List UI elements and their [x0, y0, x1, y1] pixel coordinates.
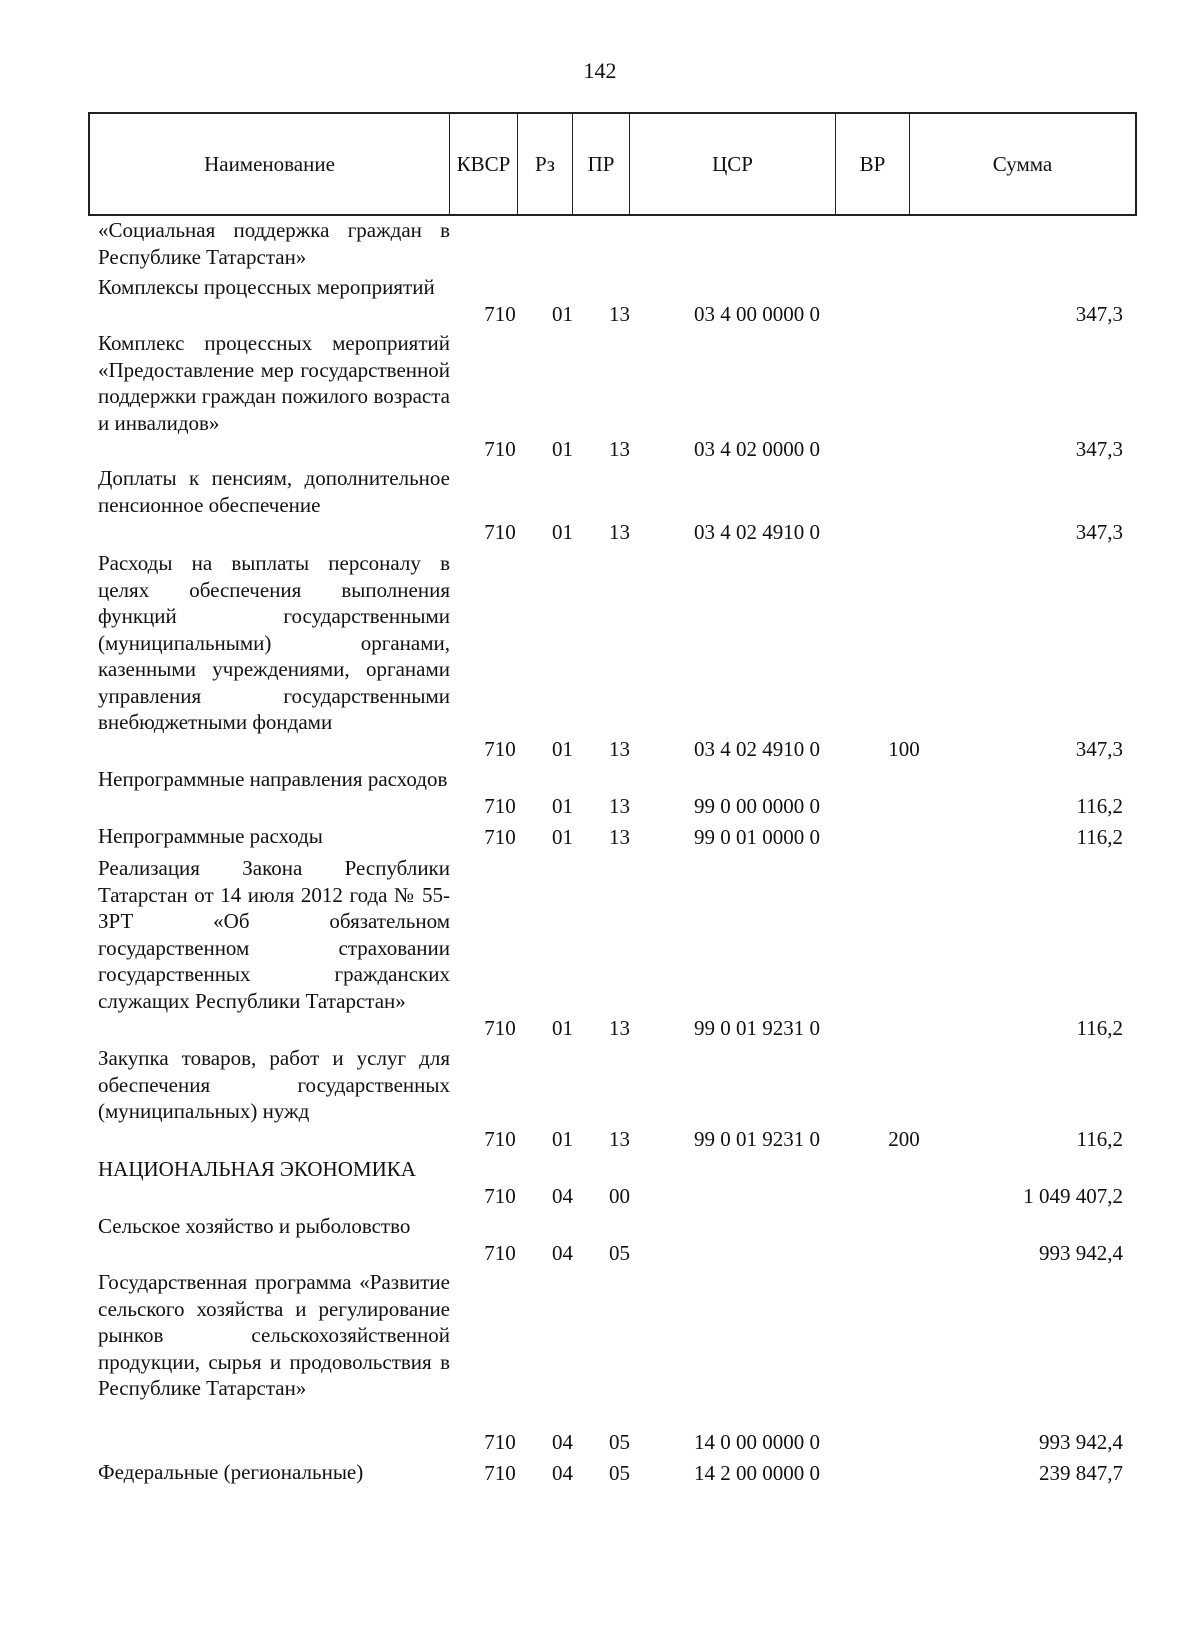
- column-header-pr: ПР: [573, 114, 630, 214]
- row-rz: 04: [552, 1429, 573, 1454]
- row-csr: 14 0 00 0000 0: [694, 1429, 820, 1454]
- table-row: [0, 217, 1200, 270]
- row-name: Закупка товаров, работ и услуг для обеспечения государственных (муниципальных) нужд: [98, 1046, 450, 1123]
- row-csr: 14 2 00 0000 0: [694, 1460, 820, 1485]
- row-name: Непрограммные расходы: [98, 824, 323, 848]
- row-rz: 04: [552, 1460, 573, 1485]
- row-sum: 239 847,7: [1039, 1460, 1123, 1485]
- column-header-rz: Рз: [518, 114, 573, 214]
- row-csr: 03 4 00 0000 0: [694, 301, 820, 326]
- row-sum: 993 942,4: [1039, 1429, 1123, 1454]
- row-rz: 01: [552, 1126, 573, 1151]
- row-csr: 03 4 02 4910 0: [694, 519, 820, 544]
- row-kvsr: 710: [484, 1460, 516, 1485]
- page-number: 142: [583, 58, 617, 83]
- table-row: [0, 274, 1200, 327]
- table-row: [0, 823, 1200, 850]
- row-sum: 993 942,4: [1039, 1240, 1123, 1265]
- row-sum: 116,2: [1076, 824, 1123, 849]
- row-kvsr: 710: [484, 519, 516, 544]
- row-name: Реализация Закона Республики Татарстан от 14 июля 2012 года № 55-ЗРТ «Об обязательном государственном страховании государственных гражданских служащих Республики Татарстан»: [98, 856, 450, 1013]
- row-csr: 03 4 02 0000 0: [694, 436, 820, 461]
- row-sum: 116,2: [1076, 1126, 1123, 1151]
- table-row: [0, 766, 1200, 819]
- row-name: Комплексы процессных мероприятий: [98, 275, 435, 299]
- row-kvsr: 710: [484, 736, 516, 761]
- row-sum: 347,3: [1075, 519, 1123, 544]
- row-kvsr: 710: [484, 436, 516, 461]
- row-sum: 347,3: [1075, 301, 1123, 326]
- row-pr: 13: [609, 793, 630, 818]
- row-pr: 05: [609, 1460, 630, 1485]
- row-kvsr: 710: [484, 793, 516, 818]
- row-kvsr: 710: [484, 1429, 516, 1454]
- column-header-csr: ЦСР: [630, 114, 836, 214]
- table-row: [0, 1156, 1200, 1209]
- row-rz: 01: [552, 736, 573, 761]
- row-kvsr: 710: [484, 301, 516, 326]
- row-rz: 01: [552, 436, 573, 461]
- row-kvsr: 710: [484, 1126, 516, 1151]
- row-name: НАЦИОНАЛЬНАЯ ЭКОНОМИКА: [98, 1157, 416, 1181]
- table-row: [0, 1269, 1200, 1455]
- row-rz: 04: [552, 1183, 573, 1208]
- row-rz: 01: [552, 793, 573, 818]
- row-name: Комплекс процессных мероприятий «Предоставление мер государственной поддержки граждан пожилого возраста и инвалидов»: [98, 331, 450, 435]
- row-pr: 13: [609, 1015, 630, 1040]
- row-sum: 347,3: [1075, 436, 1123, 461]
- row-pr: 13: [609, 736, 630, 761]
- row-sum: 116,2: [1076, 1015, 1123, 1040]
- row-rz: 01: [552, 824, 573, 849]
- row-pr: 13: [609, 1126, 630, 1151]
- table-row: [0, 1045, 1200, 1152]
- row-pr: 13: [609, 436, 630, 461]
- row-kvsr: 710: [484, 1183, 516, 1208]
- row-name: Непрограммные направления расходов: [98, 767, 448, 791]
- row-name: Расходы на выплаты персоналу в целях обеспечения выполнения функций государственными (муниципальными) органами, казенными учреждениями, органами управления государственными внебюджетными фондами: [98, 551, 450, 734]
- table-row: [0, 330, 1200, 462]
- row-kvsr: 710: [484, 1240, 516, 1265]
- column-header-sum: Сумма: [992, 151, 1053, 176]
- row-name: Доплаты к пенсиям, дополнительное пенсионное обеспечение: [98, 466, 450, 517]
- row-name: Федеральные (региональные): [98, 1460, 364, 1484]
- row-rz: 01: [552, 301, 573, 326]
- row-rz: 01: [552, 519, 573, 544]
- row-vr: 100: [888, 736, 920, 761]
- row-pr: 05: [609, 1429, 630, 1454]
- row-name: Государственная программа «Развитие сельского хозяйства и регулирование рынков сельскохозяйственной продукции, сырья и продовольствия в Республике Татарстан»: [98, 1270, 450, 1400]
- row-pr: 13: [609, 519, 630, 544]
- table-row: [0, 550, 1200, 762]
- row-sum: 347,3: [1075, 736, 1123, 761]
- row-sum: 1 049 407,2: [1023, 1183, 1123, 1208]
- column-header-kvsr: КВСР: [450, 114, 518, 214]
- row-csr: 99 0 00 0000 0: [694, 793, 820, 818]
- row-rz: 04: [552, 1240, 573, 1265]
- row-vr: 200: [888, 1126, 920, 1151]
- row-kvsr: 710: [484, 1015, 516, 1040]
- table-row: [0, 855, 1200, 1041]
- row-sum: 116,2: [1076, 793, 1123, 818]
- row-csr: 99 0 01 9231 0: [694, 1126, 820, 1151]
- row-csr: 03 4 02 4910 0: [694, 736, 820, 761]
- row-pr: 13: [609, 301, 630, 326]
- table-row: [0, 1213, 1200, 1266]
- row-csr: 99 0 01 9231 0: [694, 1015, 820, 1040]
- row-name: Сельское хозяйство и рыболовство: [98, 1214, 411, 1238]
- row-csr: 99 0 01 0000 0: [694, 824, 820, 849]
- row-kvsr: 710: [484, 824, 516, 849]
- row-pr: 13: [609, 824, 630, 849]
- column-header-name: Наименование: [90, 114, 450, 214]
- row-pr: 00: [609, 1183, 630, 1208]
- column-header-vr: ВР: [836, 114, 910, 214]
- row-name: «Социальная поддержка граждан в Республике Татарстан»: [98, 218, 450, 269]
- row-pr: 05: [609, 1240, 630, 1265]
- table-row: [0, 1459, 1200, 1486]
- table-row: [0, 465, 1200, 545]
- row-rz: 01: [552, 1015, 573, 1040]
